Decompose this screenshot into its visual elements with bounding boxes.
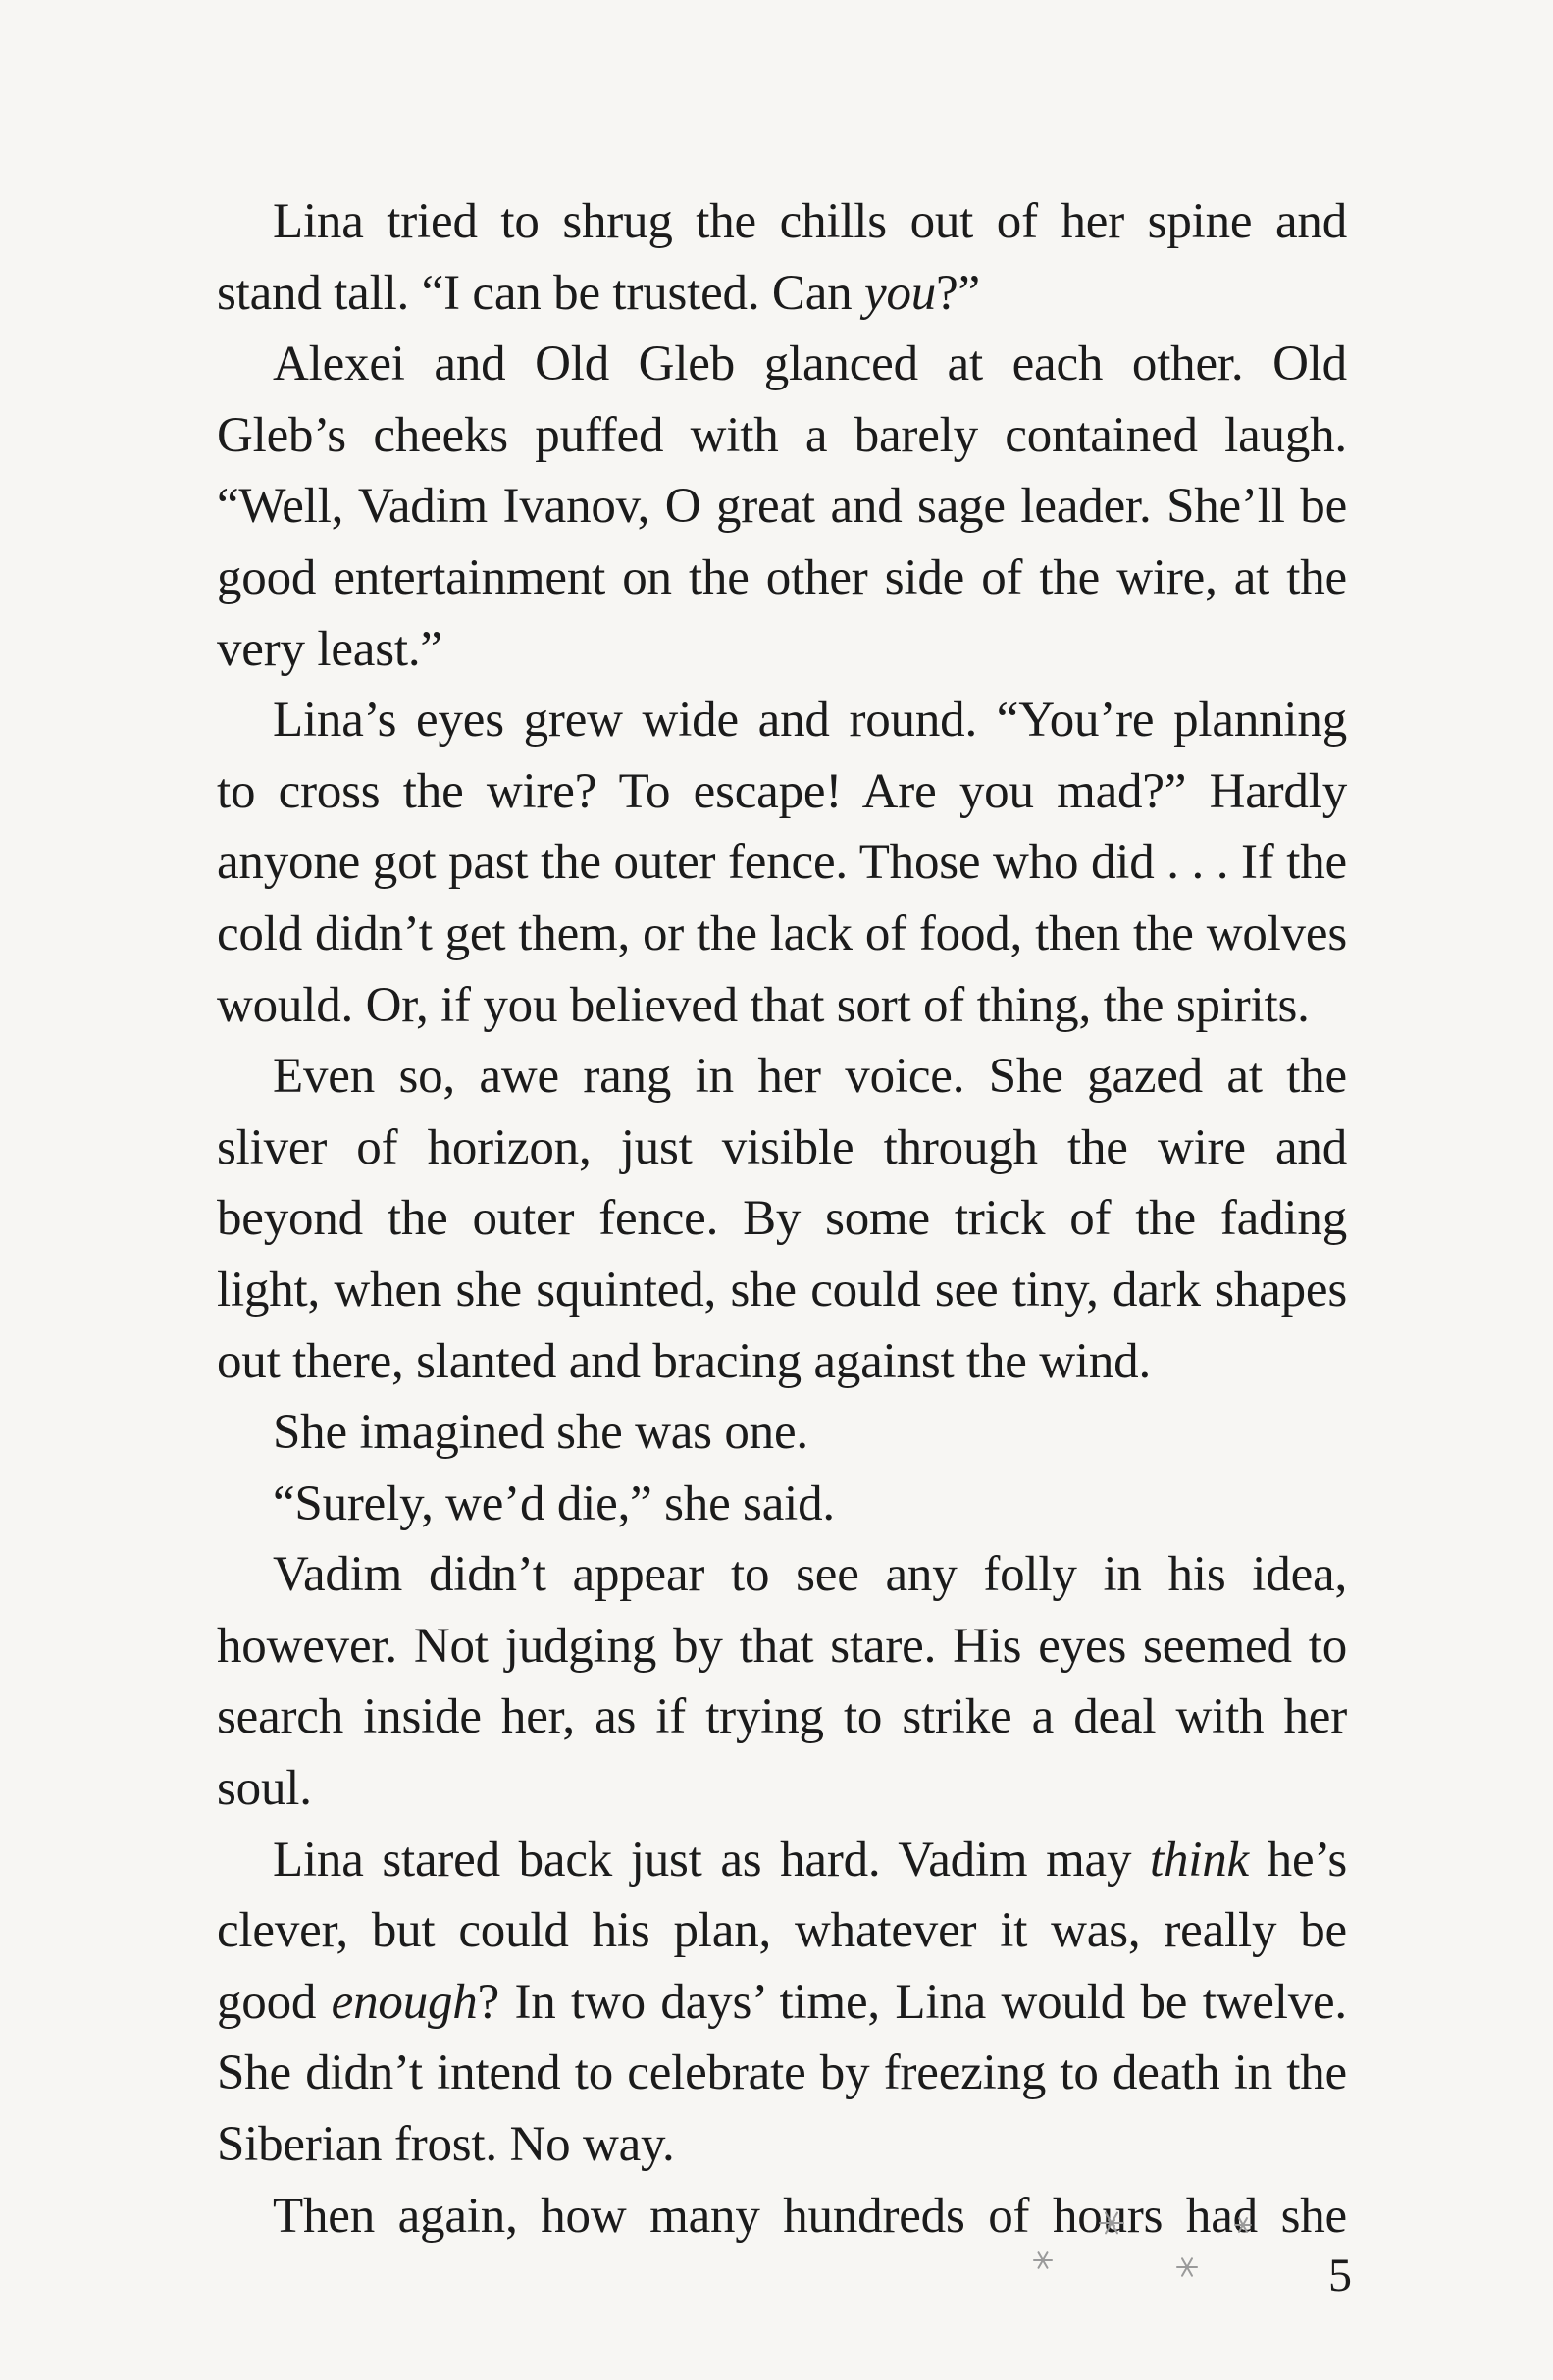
paragraph-9: Then again, how many hundreds of hours had she: [273, 2188, 1347, 2244]
paragraph-4: Even so, awe rang in her voice. She gazed at the sliver of horizon, just visible through the wire and beyond the outer fence. By some trick of the fading light, when she squinted, she could see tiny, dark shapes out there, slanted and bracing against the wind.: [217, 1049, 1347, 1389]
paragraph-7: Vadim didn’t appear to see any folly in his idea, however. Not judging by that stare. His eyes seemed to search inside her, as if trying to strike a deal with her soul.: [217, 1547, 1347, 1817]
paragraph-1: Lina tried to shrug the chills out of her spine and stand tall. “I can be trusted. Can you?”: [217, 194, 1347, 321]
paragraph-8: Lina stared back just as hard. Vadim may think he’s clever, but could his plan, whatever it was, really be good enough? In two days’ time, Lina would be twelve. She didn’t intend to celebrate by freezing to death in the Siberian frost. No way.: [217, 1832, 1347, 2173]
paragraph-5: She imagined she was one.: [273, 1405, 808, 1461]
page-number: 5: [1328, 2250, 1352, 2302]
page-body: [217, 186, 1347, 2251]
paragraph-6: “Surely, we’d die,” she said.: [273, 1475, 835, 1531]
snowflakes-icon: [1015, 2194, 1280, 2302]
paragraph-2: Alexei and Old Gleb glanced at each other. Old Gleb’s cheeks puffed with a barely contained laugh. “Well, Vadim Ivanov, O great and sage leader. She’ll be good entertainment on the other side of the wire, at the very least.”: [217, 336, 1347, 677]
paragraph-3: Lina’s eyes grew wide and round. “You’re planning to cross the wire? To escape! Are you mad?” Hardly anyone got past the outer fence. Those who did . . . If the cold didn’t get them, or the lack of food, then the wolves would. Or, if you believed that sort of thing, the spirits.: [217, 693, 1347, 1033]
